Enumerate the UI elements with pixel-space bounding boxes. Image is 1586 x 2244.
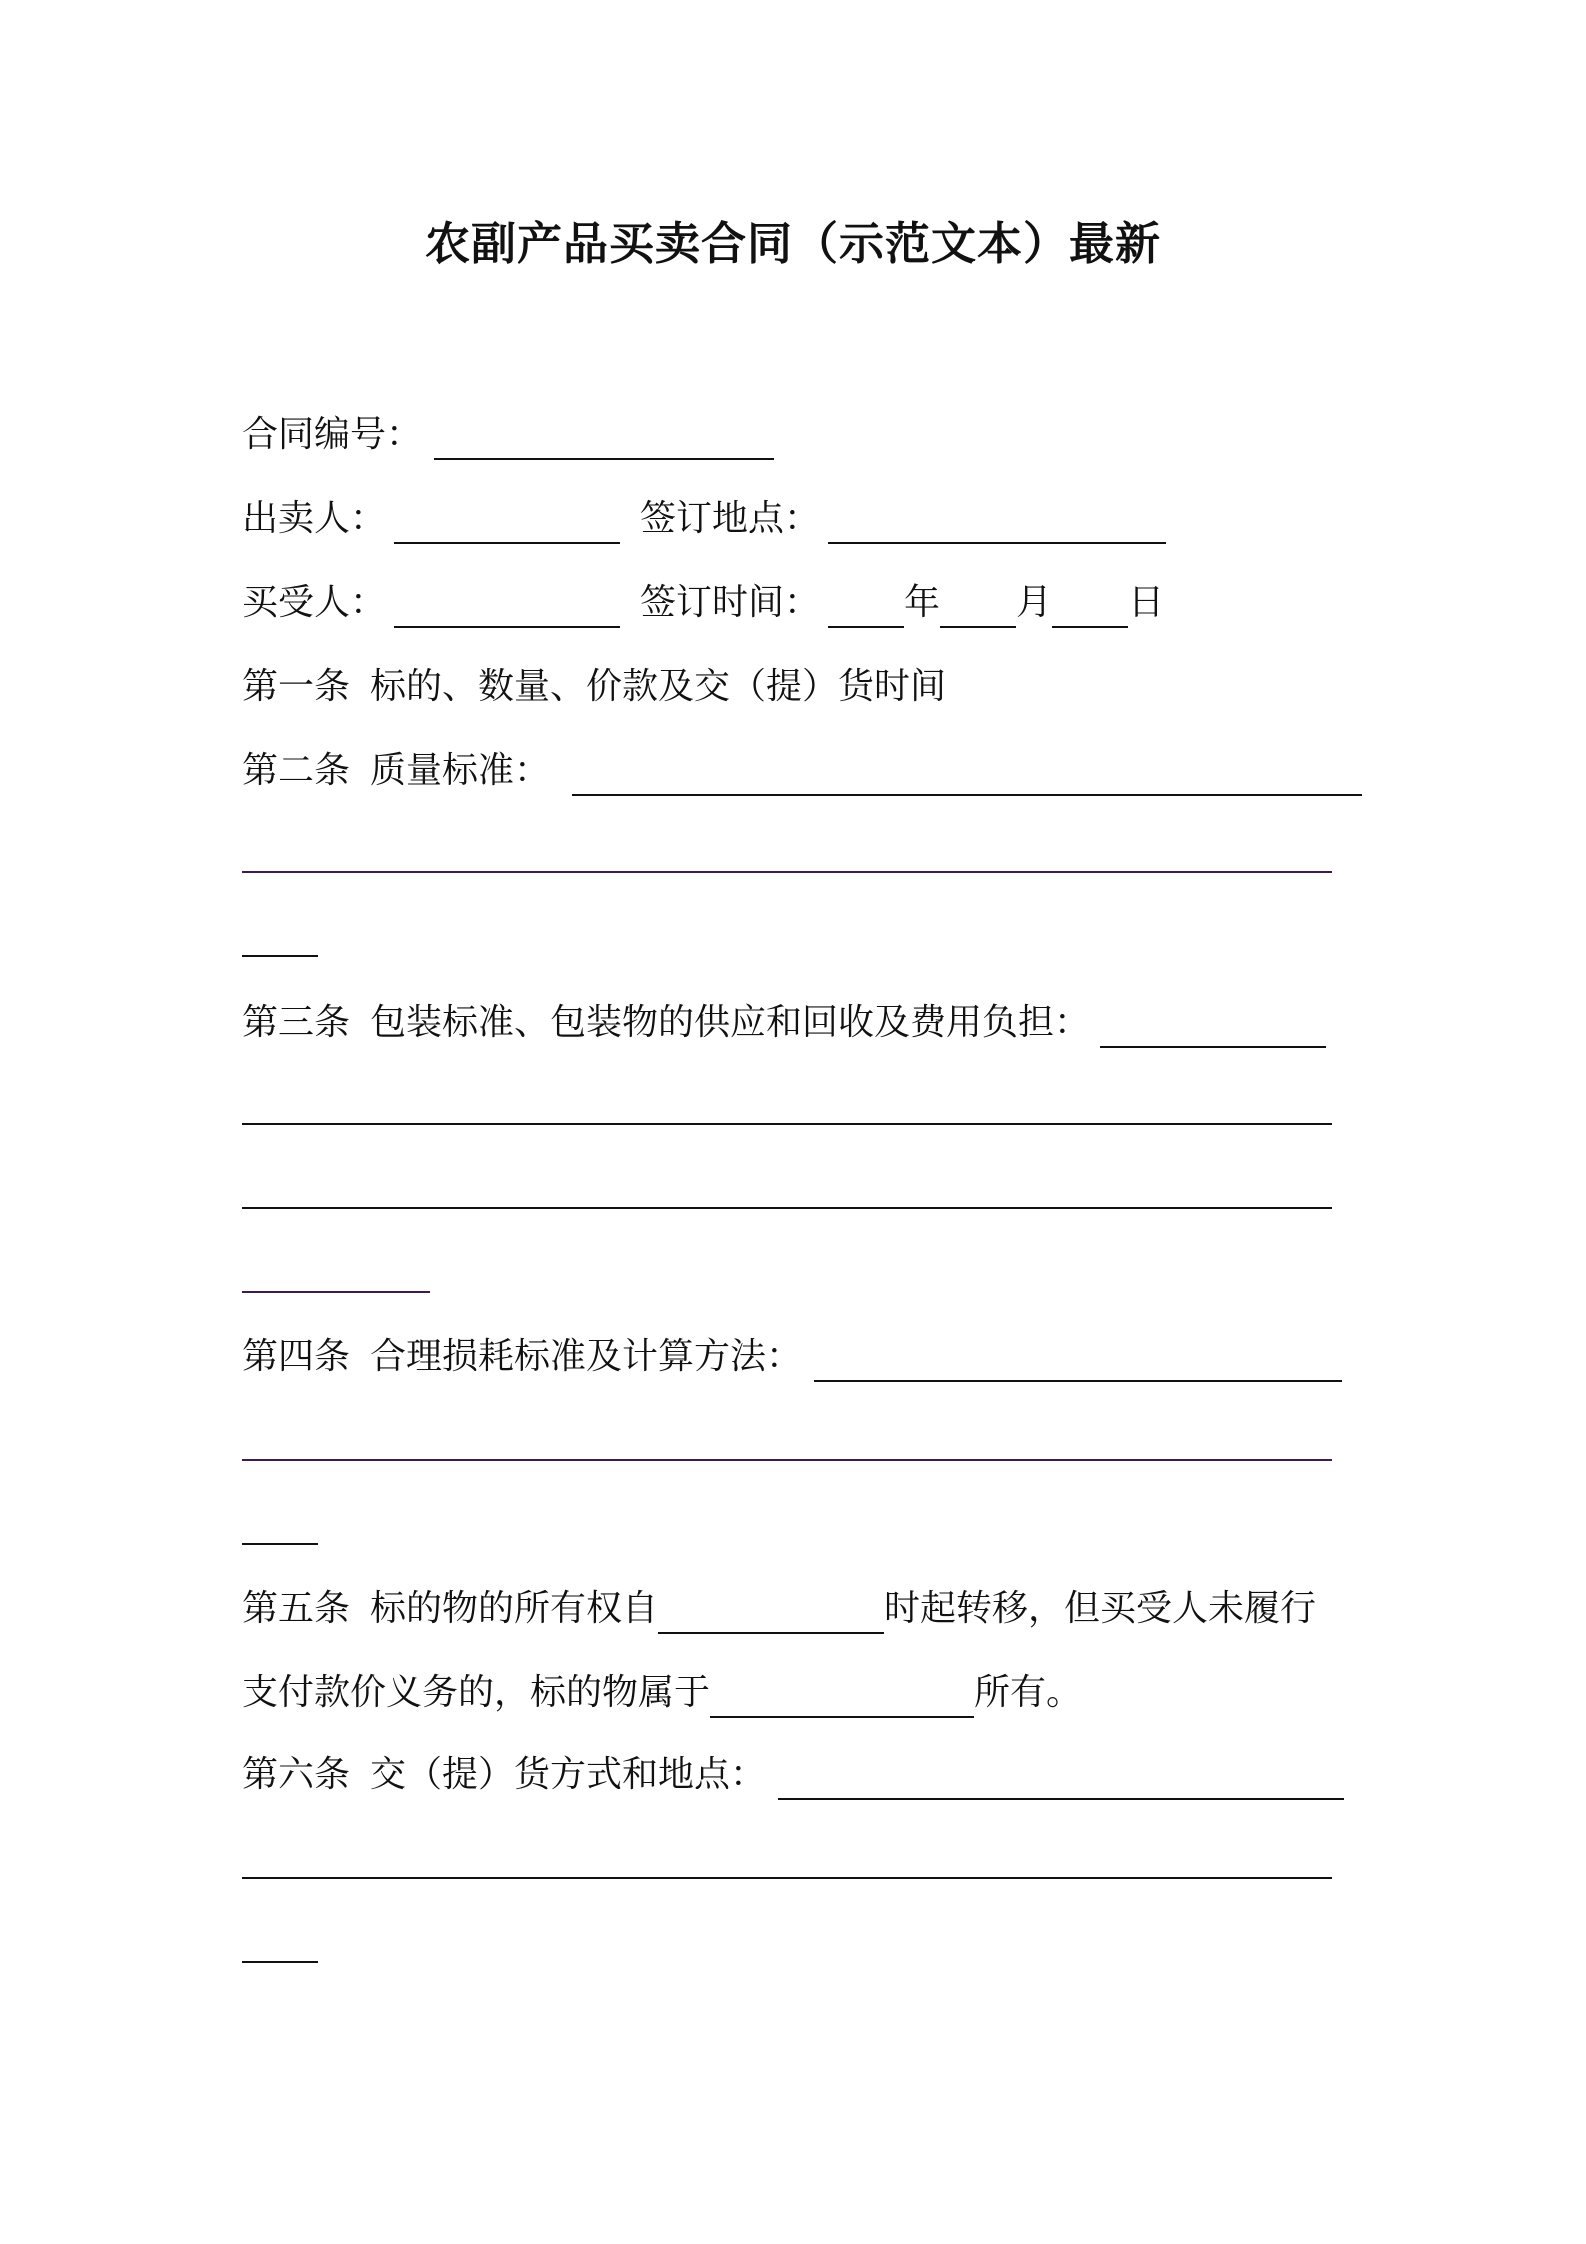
article-5-text-part3: 支付款价义务的，标的物属于 [242,1672,711,1713]
article-2-continuation-rule[interactable] [242,871,1332,873]
buyer-row [242,578,1164,628]
article-4-continuation-rule[interactable] [242,1459,1332,1461]
seller-blank[interactable] [394,504,620,544]
article-3-text: 包装标准、包装物的供应和回收及费用负担： [370,1002,1091,1043]
sign-place-label: 签订地点： [640,498,821,539]
contract-number-row [242,410,774,460]
article-4 [242,1332,1342,1382]
article-2-number: 第二条 [242,750,351,791]
article-5-text-part1: 标的物的所有权自 [370,1588,659,1629]
article-4-number: 第四条 [242,1336,351,1377]
article-5-text-part2: 时起转移，但买受人未履行 [884,1588,1317,1629]
article-3 [242,998,1326,1048]
article-4-blank[interactable] [814,1342,1342,1382]
sign-month-blank[interactable] [940,588,1016,628]
article-1 [242,662,946,712]
article-5-number: 第五条 [242,1588,351,1629]
article-3-number: 第三条 [242,1002,351,1043]
article-3-rule-1[interactable] [242,1123,1332,1125]
buyer-blank[interactable] [394,588,620,628]
article-2-short-rule[interactable] [242,955,318,957]
article-4-short-rule[interactable] [242,1543,318,1545]
day-label: 日 [1128,582,1165,623]
article-1-text: 标的、数量、价款及交（提）货时间 [370,666,947,707]
buyer-label: 买受人： [242,582,387,623]
article-3-short-rule[interactable] [242,1291,430,1293]
article-5-line-2 [242,1668,1082,1718]
year-label: 年 [904,582,941,623]
article-5-text-part4: 所有。 [974,1672,1083,1713]
article-5-owner-blank[interactable] [710,1678,974,1718]
seller-row [242,494,1166,544]
article-6-text: 交（提）货方式和地点： [370,1754,767,1795]
sign-time-label: 签订时间： [640,582,821,623]
article-3-blank[interactable] [1100,1008,1326,1048]
contract-number-blank[interactable] [434,420,774,460]
document-title: 农副产品买卖合同（示范文本）最新 [424,217,1161,270]
sign-year-blank[interactable] [828,588,904,628]
article-5-transfer-time-blank[interactable] [658,1594,884,1634]
article-4-text: 合理损耗标准及计算方法： [370,1336,803,1377]
contract-number-label: 合同编号： [242,414,423,455]
month-label: 月 [1016,582,1053,623]
article-2 [242,746,1362,796]
article-6-blank[interactable] [778,1760,1344,1800]
article-6-continuation-rule[interactable] [242,1877,1332,1879]
sign-place-blank[interactable] [828,504,1166,544]
article-6 [242,1750,1344,1800]
article-2-text: 质量标准： [370,750,551,791]
article-3-rule-2[interactable] [242,1207,1332,1209]
sign-day-blank[interactable] [1052,588,1128,628]
article-1-number: 第一条 [242,666,351,707]
article-2-blank[interactable] [572,756,1362,796]
seller-label: 出卖人： [242,498,387,539]
article-5-line-1 [242,1584,1316,1634]
article-6-number: 第六条 [242,1754,351,1795]
article-6-short-rule[interactable] [242,1961,318,1963]
